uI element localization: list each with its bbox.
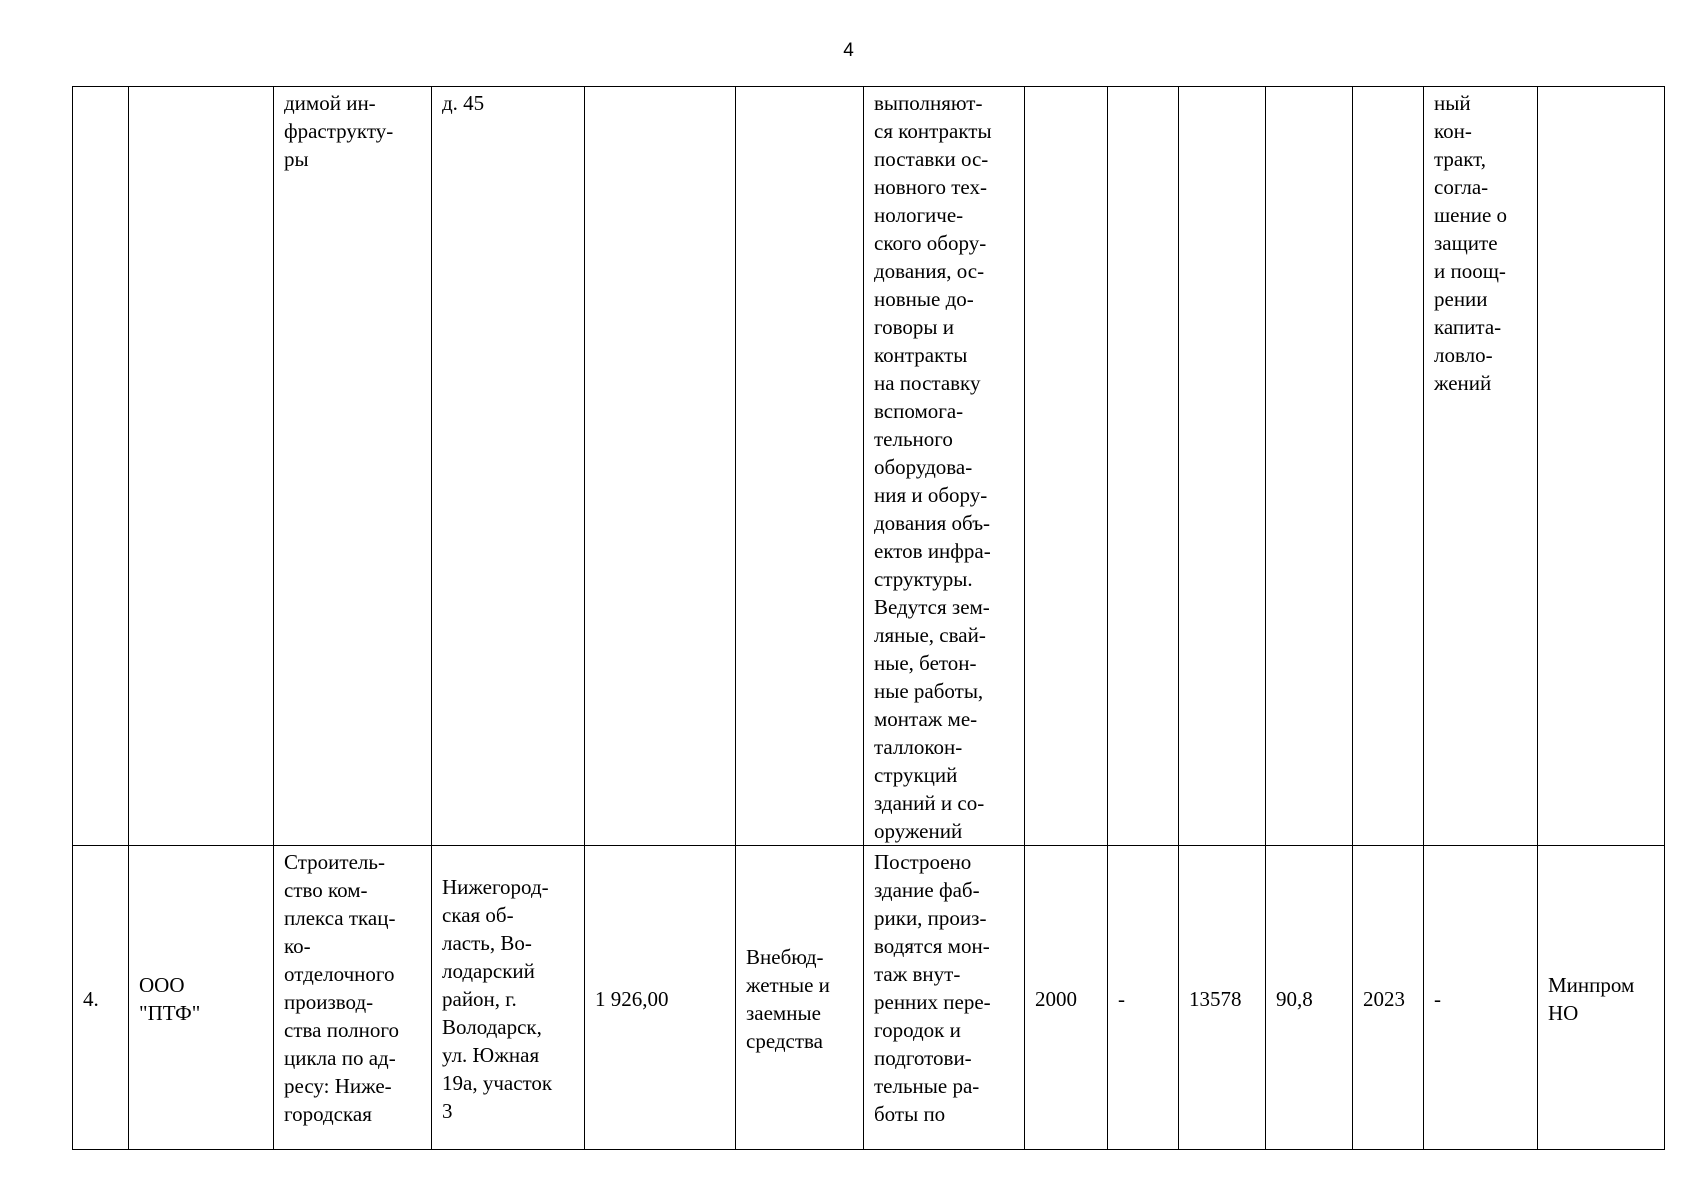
cell-col8: 2000 bbox=[1025, 846, 1108, 1150]
cell-address: Нижегород- ская об- ласть, Во- лодарский район, г. Володарск, ул. Южная 19а, участок 3 bbox=[432, 846, 585, 1150]
cell-col8 bbox=[1025, 87, 1108, 846]
projects-table bbox=[72, 86, 1665, 1150]
cell-number bbox=[73, 87, 129, 846]
page-number: 4 bbox=[843, 40, 854, 61]
cell-funding-source: Внебюд- жетные и заемные средства bbox=[736, 846, 864, 1150]
cell-col14: Минпром НО bbox=[1538, 846, 1665, 1150]
cell-col11: 90,8 bbox=[1266, 846, 1353, 1150]
cell-col11 bbox=[1266, 87, 1353, 846]
cell-project: димой ин- фраструкту- ры bbox=[274, 87, 432, 846]
cell-organization: ООО "ПТФ" bbox=[129, 846, 274, 1150]
cell-col10: 13578 bbox=[1179, 846, 1266, 1150]
cell-number: 4. bbox=[73, 846, 129, 1150]
cell-address: д. 45 bbox=[432, 87, 585, 846]
cell-col10 bbox=[1179, 87, 1266, 846]
cell-cost bbox=[585, 87, 736, 846]
cell-col12: 2023 bbox=[1353, 846, 1424, 1150]
cell-col9 bbox=[1108, 87, 1179, 846]
cell-col13: - bbox=[1424, 846, 1538, 1150]
cell-funding-source bbox=[736, 87, 864, 846]
cell-status: Построено здание фаб- рики, произ- водятся мон- таж внут- ренних пере- городок и подготови- тельные ра- боты по bbox=[864, 846, 1025, 1150]
cell-project: Строитель- ство ком- плекса ткац- ко- отделочного производ- ства полного цикла по ад- ресу: Ниже- городская bbox=[274, 846, 432, 1150]
cell-cost: 1 926,00 bbox=[585, 846, 736, 1150]
cell-col12 bbox=[1353, 87, 1424, 846]
cell-status: выполняют- ся контракты поставки ос- новного тех- нологиче- ского обору- дования, ос- новные до- говоры и контракты на поставку вспомога- тельного оборудова- ния и обору- дования объ- ектов инфра- структуры. Ведутся зем- ляные, свай- ные, бетон- ные работы, монтаж ме- таллокон- струкций зданий и со- оружений bbox=[864, 87, 1025, 846]
cell-organization bbox=[129, 87, 274, 846]
cell-col14 bbox=[1538, 87, 1665, 846]
table-row bbox=[73, 87, 1665, 846]
cell-col13: ный кон- тракт, согла- шение о защите и поощ- рении капита- ловло- жений bbox=[1424, 87, 1538, 846]
cell-col9: - bbox=[1108, 846, 1179, 1150]
table-row bbox=[73, 846, 1665, 1150]
